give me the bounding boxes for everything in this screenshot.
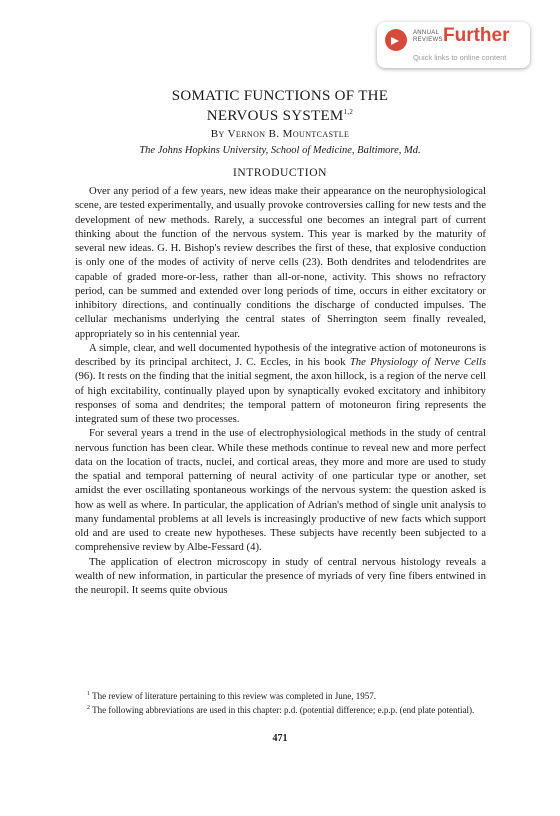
article-body: [75, 184, 486, 597]
badge-further-text: Further: [443, 25, 510, 46]
footnotes: [75, 688, 486, 716]
article-title: [80, 88, 480, 124]
footnote-1-mark: 1: [87, 691, 90, 697]
annual-reviews-logo-icon: [385, 29, 407, 51]
paragraph-2-text-b: (96). It rests on the finding that the initial segment, the axon hillock, is a region of the nerve cell of high excitability, continually played upon by synaptically evoked excitatory and inhibitory responses of soma and dendrites; the temporal pattern of motoneuron firing represents the integrated sum of these two processes.: [75, 370, 486, 425]
badge-subtitle: Quick links to online content: [413, 53, 507, 62]
page-number: 471: [272, 733, 288, 744]
footnote-2-mark: 2: [87, 705, 90, 711]
title-line-1: SOMATIC FUNCTIONS OF THE: [171, 88, 389, 104]
annual-reviews-further-badge[interactable]: [377, 22, 530, 68]
footnote-1-text: The review of literature pertaining to this review was completed in June, 1957.: [90, 691, 377, 701]
title-line-2: [80, 104, 480, 124]
section-heading: INTRODUCTION: [232, 167, 328, 179]
paragraph-2: [75, 341, 486, 427]
book-title: The Physiology of Nerve Cells: [349, 356, 487, 368]
paragraph-1: Over any period of a few years, new ideas make their appearance on the neurophysiological scene, are tested experimentally, and usually provoke controversies calling for new tests and the development of new methods. Rarely, a successful one becomes an integral part of current thinking about the function of the nervous system. This year is marked by the maturity of several new ideas. G. H. Bishop's review describes the first of these, that explosive conduction is only one of the modes of activity of nerve cells (23). Both dendrites and telodendrites are capable of graded more-or-less, rather than all-or-none, activity. This shows no refractory period, can be summed and extended over long periods of time, occurs in either excitatory or inhibitory directions, and continually conditions the discharge of conducted impulses. The cellular mechanisms underlying the central states of Sherrington seem finally revealed, appropriately so in his centennial year.: [75, 185, 486, 340]
footnote-2-text: The following abbreviations are used in this chapter: p.d. (potential difference; e.p.p. (end plate potential).: [90, 705, 475, 715]
footnote-1: [75, 688, 486, 702]
paragraph-4: The application of electron microscopy in study of central nervous histology reveals a wealth of new information, in particular the presence of myriads of very fine fibers entwined in the neuropil. It seems quite obvious: [75, 555, 486, 596]
title-footnote-marks: 1,2: [343, 108, 354, 116]
paragraph-3: For several years a trend in the use of electrophysiological methods in the study of central nervous function has been clear. While these methods continue to reveal new and more perfect data on the location of tracts, nuclei, and cortical areas, they more and more are used to study the spatial and temporal patterning of neural activity of one particular type or another, set amidst the ever oscillating spontaneous workings of the nervous system: the question asked is how as well as where. In particular, the application of Adrian's method of single unit analysis to many fundamental problems at all levels is increasingly productive of new facts which support old and are used to create new hypotheses. These subjects have recently been subjected to a comprehensive review by Albe-Fessard (4).: [75, 427, 486, 554]
article-author: By Vernon B. Mountcastle: [210, 128, 350, 140]
footnote-2: [75, 702, 486, 716]
badge-annual-reviews-text: ANNUAL REVIEWS: [413, 30, 443, 43]
title-line-2-text: NERVOUS SYSTEM: [206, 108, 344, 124]
paragraph-2-text-a: A simple, clear, and well documented hypothesis of the integrative action of motoneurons is described by its principal architect, J. C. Eccles, in his book: [75, 341, 486, 368]
article-affiliation: The Johns Hopkins University, School of Medicine, Baltimore, Md.: [139, 145, 421, 156]
